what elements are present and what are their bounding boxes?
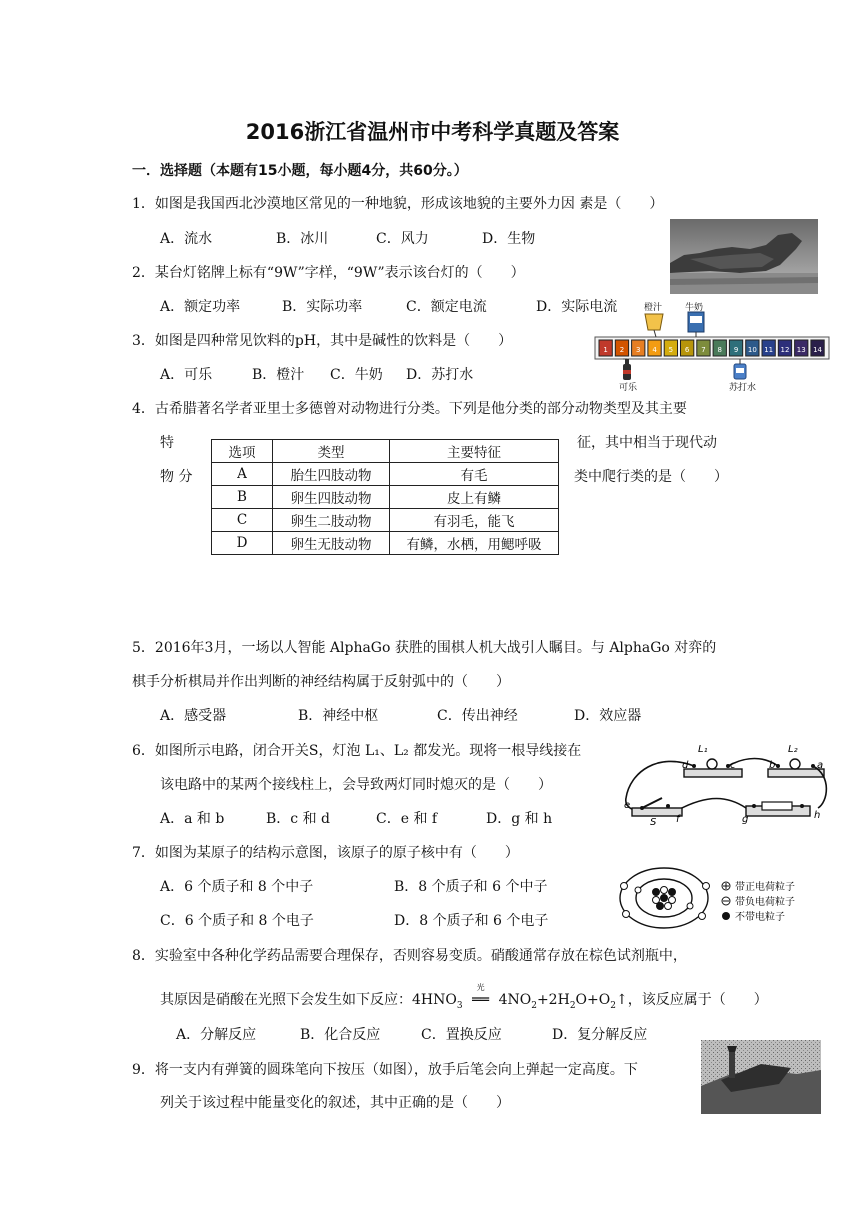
- question-5-line-2: 棋手分析棋局并作出判断的神经结构属于反射弧中的（ ）: [132, 674, 510, 690]
- q8-option-a[interactable]: A．分解反应: [176, 1027, 257, 1043]
- q8-text-before-equation: 其原因是硝酸在光照下会发生如下反应：4HNO: [160, 992, 457, 1008]
- question-8-line-2: 其原因是硝酸在光照下会发生如下反应：$4HNO_3$ 光 ══ $4NO_2+2H_2O+O_2↑$，该反应属于（ ）: [160, 983, 768, 1011]
- question-2-stem: 2．某台灯铭牌上标有“9W”字样，“9W”表示该台灯的（ ）: [132, 265, 525, 281]
- q8-text-after-equation: ，该反应属于（ ）: [627, 992, 768, 1008]
- q1-option-a[interactable]: A．流水: [160, 231, 213, 247]
- ph-value-label: 10: [747, 346, 757, 354]
- q2-option-d[interactable]: D．实际电流: [536, 299, 618, 315]
- table-cell: 有羽毛，能飞: [390, 509, 559, 532]
- label-e: e: [624, 800, 631, 811]
- q5-option-d[interactable]: D．效应器: [574, 708, 642, 724]
- q4-stem-left-1: 特: [160, 435, 174, 451]
- label-f: f: [676, 814, 680, 825]
- label-orange-juice: 橙汁: [644, 303, 663, 313]
- label-b: b: [769, 760, 776, 771]
- q7-option-d[interactable]: D．8 个质子和 6 个电子: [394, 913, 549, 929]
- question-8-line-1: 8．实验室中各种化学药品需要合理保存，否则容易变质。硝酸通常存放在棕色试剂瓶中，: [132, 948, 687, 964]
- reaction-condition: 光: [476, 983, 485, 992]
- q3-option-b[interactable]: B．橙汁: [252, 367, 305, 383]
- label-a: a: [817, 760, 824, 771]
- question-7-stem: 7．如图为某原子的结构示意图，该原子的原子核中有（ ）: [132, 845, 519, 861]
- question-1-stem: 1．如图是我国西北沙漠地区常见的一种地貌，形成该地貌的主要外力因 素是（ ）: [132, 196, 664, 212]
- label-milk: 牛奶: [685, 303, 704, 313]
- question-9-line-1: 9．将一支内有弹簧的圆珠笔向下按压（如图），放手后笔会向上弹起一定高度。下: [132, 1062, 638, 1078]
- ph-value-label: 1: [603, 346, 608, 354]
- q6-option-c[interactable]: C．e 和 f: [376, 811, 438, 827]
- table-cell: 胎生四肢动物: [273, 463, 390, 486]
- q6-option-b[interactable]: B．c 和 d: [266, 811, 330, 827]
- ph-value-label: 8: [717, 346, 722, 354]
- table-header: 选项: [212, 440, 273, 463]
- table-cell: 卵生二肢动物: [273, 509, 390, 532]
- label-c: c: [730, 760, 736, 771]
- reaction-arrow: 光 ══: [463, 992, 499, 1008]
- section-heading: 一．选择题（本题有15小题，每小题4分，共60分。）: [132, 163, 468, 179]
- ph-value-label: 11: [764, 346, 774, 354]
- ph-value-label: 6: [684, 346, 690, 354]
- animal-classification-table: [211, 439, 559, 555]
- table-row: [212, 486, 559, 509]
- ph-value-label: 12: [780, 346, 790, 354]
- legend-neutral: 不带电粒子: [735, 912, 785, 923]
- q7-option-c[interactable]: C．6 个质子和 8 个电子: [160, 913, 314, 929]
- table-row: [212, 509, 559, 532]
- q7-option-b[interactable]: B．8 个质子和 6 个中子: [394, 879, 548, 895]
- ph-value-label: 14: [813, 346, 823, 354]
- question-5-line-1: 5．2016年3月，一场以人智能 AlphaGo 获胜的围棋人机大战引人瞩目。与 AlphaGo 对弈的: [132, 640, 717, 656]
- atom-structure-figure: [616, 862, 822, 932]
- question-4-stem: 4．古希腊著名学者亚里士多德曾对动物进行分类。下列是他分类的部分动物类型及其主要: [132, 401, 687, 417]
- pen-press-photo: [701, 1040, 821, 1114]
- question-6-line-1: 6．如图所示电路，闭合开关S，灯泡 L₁、L₂ 都发光。现将一根导线接在: [132, 743, 582, 759]
- q4-stem-left-2: 物 分: [160, 469, 193, 485]
- circuit-diagram: [618, 742, 834, 826]
- q6-option-d[interactable]: D．g 和 h: [486, 811, 553, 827]
- q6-option-a[interactable]: A．a 和 b: [160, 811, 225, 827]
- q8-option-c[interactable]: C．置换反应: [421, 1027, 502, 1043]
- table-cell: 卵生四肢动物: [273, 486, 390, 509]
- table-header: 类型: [273, 440, 390, 463]
- legend-negative: 带负电荷粒子: [735, 897, 795, 908]
- page-title: 2016浙江省温州市中考科学真题及答案: [245, 120, 620, 144]
- legend-positive: 带正电荷粒子: [735, 882, 795, 893]
- table-cell: 皮上有鳞: [390, 486, 559, 509]
- table-cell: A: [212, 463, 273, 486]
- q1-option-d[interactable]: D．生物: [482, 231, 536, 247]
- table-cell: 有鳞，水栖，用鳃呼吸: [390, 532, 559, 555]
- q7-option-a[interactable]: A．6 个质子和 8 个中子: [160, 879, 314, 895]
- q2-option-b[interactable]: B．实际功率: [282, 299, 363, 315]
- q4-stem-right-1: 征，其中相当于现代动: [577, 435, 717, 451]
- table-row: [212, 463, 559, 486]
- q3-option-c[interactable]: C．牛奶: [330, 367, 383, 383]
- q1-option-c[interactable]: C．风力: [376, 231, 429, 247]
- label-L2: L₂: [788, 744, 798, 755]
- ph-value-label: 3: [636, 346, 641, 354]
- label-cola: 可乐: [619, 383, 638, 392]
- label-L1: L₁: [698, 744, 708, 755]
- ph-value-label: 4: [652, 346, 657, 354]
- table-cell: B: [212, 486, 273, 509]
- table-cell: 卵生无肢动物: [273, 532, 390, 555]
- table-header: 主要特征: [390, 440, 559, 463]
- question-6-line-2: 该电路中的某两个接线柱上，会导致两灯同时熄灭的是（ ）: [160, 777, 552, 793]
- q8-option-b[interactable]: B．化合反应: [300, 1027, 381, 1043]
- q2-option-c[interactable]: C．额定电流: [406, 299, 487, 315]
- q8-option-d[interactable]: D．复分解反应: [552, 1027, 648, 1043]
- table-cell: D: [212, 532, 273, 555]
- table-row: [212, 532, 559, 555]
- table-header-row: [212, 440, 559, 463]
- ph-scale-svg: [593, 300, 833, 392]
- ph-value-label: 13: [796, 346, 806, 354]
- q3-option-a[interactable]: A．可乐: [160, 367, 213, 383]
- ph-value-label: 7: [701, 346, 706, 354]
- table-cell: C: [212, 509, 273, 532]
- label-soda-water: 苏打水: [729, 383, 757, 392]
- question-3-stem: 3．如图是四种常见饮料的pH，其中是碱性的饮料是（ ）: [132, 333, 513, 349]
- q3-option-d[interactable]: D．苏打水: [406, 367, 474, 383]
- ph-value-label: 9: [733, 346, 739, 354]
- q2-option-a[interactable]: A．额定功率: [160, 299, 241, 315]
- question-9-line-2: 列关于该过程中能量变化的叙述，其中正确的是（ ）: [160, 1095, 510, 1111]
- q1-option-b[interactable]: B．冰川: [276, 231, 329, 247]
- desert-landform-photo: [670, 219, 818, 294]
- q5-option-b[interactable]: B．神经中枢: [298, 708, 379, 724]
- q4-stem-right-2: 类中爬行类的是（ ）: [574, 469, 728, 485]
- q5-option-c[interactable]: C．传出神经: [437, 708, 518, 724]
- table-cell: 有毛: [390, 463, 559, 486]
- label-S: S: [650, 817, 657, 826]
- ph-scale-figure: [593, 300, 833, 392]
- ph-value-label: 5: [668, 346, 674, 354]
- label-h: h: [814, 810, 821, 821]
- ph-value-label: 2: [619, 346, 625, 354]
- label-g: g: [742, 814, 749, 825]
- q5-option-a[interactable]: A．感受器: [160, 708, 227, 724]
- label-d: d: [682, 760, 689, 771]
